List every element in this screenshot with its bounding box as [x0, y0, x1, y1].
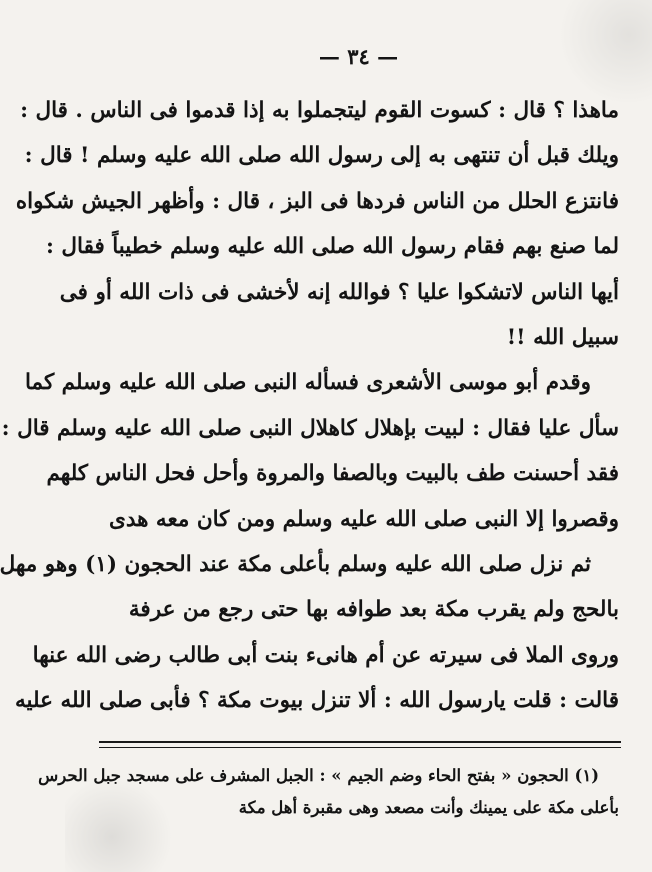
text-line: سبيل الله !!: [506, 324, 619, 350]
text-line: وقصروا إلا النبى صلى الله عليه وسلم ومن كان معه هدى: [109, 506, 619, 532]
text-line: أيها الناس لاتشكوا عليا ؟ فوالله إنه لأخشى فى ذات الله أو فى: [59, 279, 619, 305]
footnote-line: (١) الحجون « بفتح الحاء وضم الجيم » : الجبل المشرف على مسجد جبل الحرس: [38, 766, 599, 785]
text-line: ويلك قبل أن تنتهى به إلى رسول الله صلى الله عليه وسلم ! قال :: [24, 143, 619, 169]
text-line: لما صنع بهم فقام رسول الله صلى الله عليه وسلم خطيباً فقال :: [45, 234, 619, 260]
text-line: بالحج ولم يقرب مكة بعد طوافه بها حتى رجع من عرفة: [128, 597, 619, 623]
body-text: [0, 88, 619, 723]
text-line: ثم نزل صلى الله عليه وسلم بأعلى مكة عند الحجون (١) وهو مهل: [0, 551, 591, 577]
text-line: سأل عليا فقال : لبيت بإهلال كاهلال النبى صلى الله عليه وسلم قال :: [1, 415, 619, 441]
text-line: ماهذا ؟ قال : كسوت القوم ليتجملوا به إذا قدموا فى الناس . قال :: [20, 98, 619, 123]
footnote: [38, 760, 619, 824]
footnote-line: بأعلى مكة على يمينك وأنت مصعد وهى مقبرة أهل مكة: [238, 798, 619, 817]
footnote-divider: [99, 741, 621, 748]
text-line: قالت : قلت يارسول الله : ألا تنزل بيوت مكة ؟ فأبى صلى الله عليه: [15, 688, 619, 714]
text-line: وروى الملا فى سيرته عن أم هانىء بنت أبى طالب رضى الله عنها: [32, 642, 619, 668]
text-line: وقدم أبو موسى الأشعرى فسأله النبى صلى الله عليه وسلم كما: [24, 370, 591, 396]
text-line: فقد أحسنت طف بالبيت وبالصفا والمروة وأحل فحل الناس كلهم: [46, 461, 619, 487]
text-line: فانتزع الحلل من الناس فردها فى البز ، قال : وأظهر الجيش شكواه: [15, 188, 619, 214]
page-number: — ٣٤ —: [318, 44, 399, 69]
